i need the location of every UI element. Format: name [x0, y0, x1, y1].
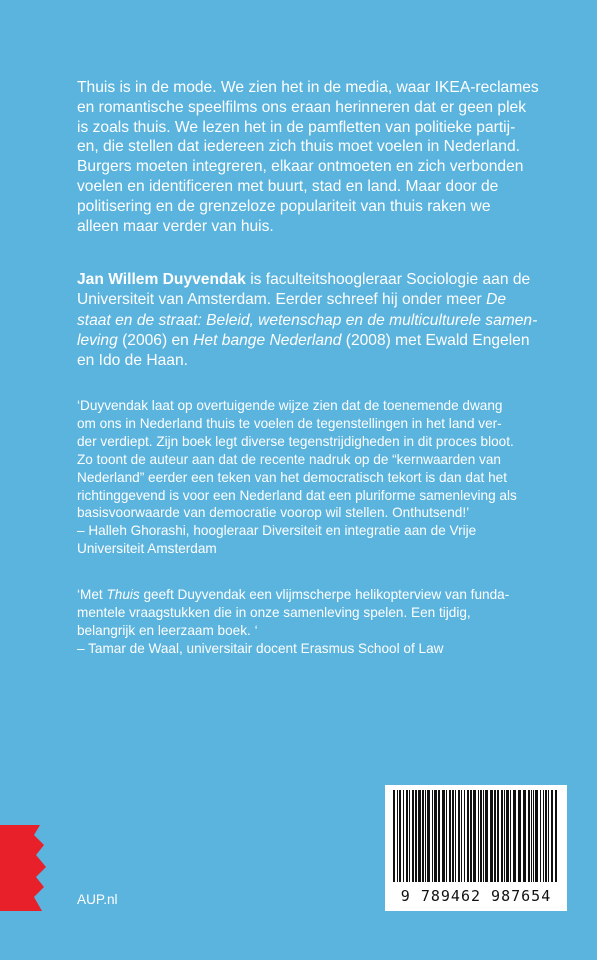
blurb-line: en romantische speelfilms ons eraan herinneren dat er geen plek: [77, 98, 527, 116]
barcode-bar: [473, 790, 476, 882]
barcode-bar: [464, 790, 465, 882]
bio-line: leving (2006) en Het bange Nederland (2008) met Ewald Engelen: [77, 331, 530, 349]
barcode-bar: [470, 790, 472, 882]
quote-line: Zo toont de auteur aan dat de recente nadruk op de “kernwaarden van: [77, 451, 501, 467]
barcode-bar: [506, 790, 509, 882]
barcode-bar: [501, 790, 503, 882]
quote-line: basisvoorwaarde van democratie voorop wil stellen. Onthutsend!’: [77, 505, 470, 521]
barcode-bar: [494, 790, 496, 882]
barcode-bar: [497, 790, 499, 882]
bio-line: en Ido de Haan.: [77, 352, 188, 370]
barcode-bar: [555, 790, 557, 882]
quote-line: richtinggevend is voor een Nederland dat een pluriforme samenleving als: [77, 487, 517, 503]
barcode-bar: [478, 790, 479, 882]
barcode-bar: [442, 790, 445, 882]
barcode-bar: [535, 790, 538, 882]
publisher-logo: [0, 825, 48, 911]
publisher-website: AUP.nl: [77, 892, 118, 907]
barcode-bar: [446, 790, 447, 882]
quote-line: belangrijk en leerzaam boek. ‘: [77, 622, 258, 638]
review-quote-de-waal: [77, 586, 563, 658]
blurb-line: is zoals thuis. We lezen het in de pamfletten van politieke partij-: [77, 118, 516, 136]
barcode-bar: [467, 790, 469, 882]
blurb-line: Thuis is in de mode. We zien het in de media, waar IKEA-reclames: [77, 79, 539, 96]
blurb-line: politisering en de grenzeloze populariteit van thuis raken we: [77, 197, 491, 215]
bio-line: Jan Willem Duyvendak is faculteitshoogleraar Sociologie aan de: [77, 271, 531, 288]
author-name: Jan Willem Duyvendak: [77, 271, 246, 288]
blurb-line: voelen en identificeren met buurt, stad en land. Maar door de: [77, 177, 499, 195]
isbn-barcode: [385, 785, 567, 911]
blurb-line: alleen maar verder van huis.: [77, 217, 274, 235]
isbn-number: 9 789462 987654: [400, 887, 552, 905]
barcode-bar: [533, 790, 534, 882]
barcode-bar: [504, 790, 505, 882]
barcode-bar: [540, 790, 541, 882]
barcode-bar: [485, 790, 488, 882]
barcode-bar: [458, 790, 460, 882]
barcode-bar: [531, 790, 532, 882]
barcode-bar: [406, 790, 408, 882]
bio-line: staat en de straat: Beleid, wetenschap en de multiculturele samen-: [77, 311, 538, 329]
barcode-bar: [399, 790, 401, 882]
barcode-bar: [422, 790, 424, 882]
quote-line: ‘Duyvendak laat op overtuigende wijze zien dat de toenemende dwang: [77, 398, 503, 413]
barcode-bar: [528, 790, 530, 882]
barcode-bar: [418, 790, 421, 882]
barcode-bar: [432, 790, 433, 882]
barcode-bar: [551, 790, 553, 882]
quote-line: ‘Met Thuis geeft Duyvendak een vlijmscherpe helikopterview van funda-: [77, 587, 510, 602]
barcode-bar: [513, 790, 516, 882]
barcode-bar: [415, 790, 417, 882]
barcode-bar: [427, 790, 430, 882]
barcode-bar: [543, 790, 544, 882]
bio-line: Universiteit van Amsterdam. Eerder schreef hij onder meer De: [77, 291, 507, 309]
barcode-bar: [403, 790, 404, 882]
barcode-bar: [438, 790, 440, 882]
barcode-bar: [449, 790, 451, 882]
barcode-bar: [548, 790, 549, 882]
blurb-line: en, die stellen dat iedereen zich thuis moet voelen in Nederland.: [77, 138, 520, 156]
blurb-line: Burgers moeten integreren, elkaar ontmoeten en zich verbonden: [77, 158, 524, 176]
author-bio: [77, 270, 563, 371]
barcode-bar: [461, 790, 462, 882]
barcode-bar: [483, 790, 484, 882]
barcode-bar: [518, 790, 521, 882]
barcode-bar: [455, 790, 456, 882]
barcode-bar: [523, 790, 526, 882]
barcode-bar: [490, 790, 493, 882]
quote-line: Nederland” eerder een teken van het democratisch tekort is dan dat het: [77, 469, 507, 485]
barcode-bar: [397, 790, 398, 882]
barcode-bar: [510, 790, 511, 882]
barcode-bar: [545, 790, 547, 882]
quote-attribution: – Tamar de Waal, universitair docent Erasmus School of Law: [77, 640, 444, 656]
barcode-bar: [412, 790, 414, 882]
book-blurb: [77, 78, 563, 236]
review-quote-ghorashi: [77, 397, 563, 558]
barcode-bar: [425, 790, 426, 882]
barcode-bar: [393, 790, 395, 882]
barcode-bar: [452, 790, 454, 882]
quote-line: der verdiept. Zijn boek legt diverse tegenstrijdigheden in dit proces bloot.: [77, 433, 514, 449]
quote-line: om ons in Nederland thuis te voelen de tegenstellingen in het land ver-: [77, 415, 502, 431]
barcode-bar: [409, 790, 410, 882]
quote-attribution: – Halleh Ghorashi, hoogleraar Diversiteit en integratie aan de Vrije: [77, 523, 477, 539]
barcode-bars: [391, 790, 561, 885]
quote-line: mentele vraagstukken die in onze samenleving spelen. Een tijdig,: [77, 604, 471, 620]
quote-attribution: Universiteit Amsterdam: [77, 541, 217, 557]
barcode-bar: [480, 790, 482, 882]
barcode-bar: [434, 790, 437, 882]
